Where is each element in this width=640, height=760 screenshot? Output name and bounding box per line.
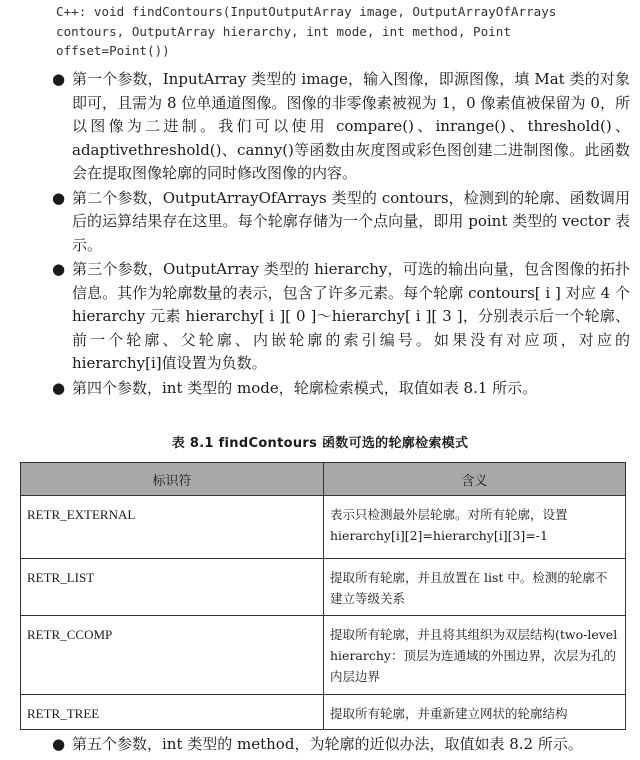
mode-meaning: 提取所有轮廓，并且放置在 list 中。检测的轮廓不建立等级关系	[324, 559, 626, 616]
bullet-icon: ●	[52, 70, 66, 88]
table-caption: 表 8.1 findContours 函数可选的轮廓检索模式	[171, 436, 469, 451]
list-item	[48, 258, 630, 376]
code-signature	[56, 2, 636, 61]
list-item-text: 第四个参数，int 类型的 mode，轮廓检索模式，取值如表 8.1 所示。	[72, 378, 538, 397]
header-meaning: 含义	[324, 463, 626, 496]
mode-meaning: 提取所有轮廓，并重新建立网状的轮廓结构	[324, 695, 626, 730]
list-item-text: 第一个参数，InputArray 类型的 image，输入图像，即源图像，填 Mat 类的对象即可，且需为 8 位单通道图像。图像的非零像素被视为 1，0 像素值被保留为 0，所以图像为二进制。我们可以使用 compare()、inrange()、threshold()、adaptivethreshold()、canny()等函数由灰度图或彩色图创建二进制图像。此函数会在提取图像轮廓的同时修改图像的内容。	[72, 70, 630, 182]
bullet-icon: ●	[52, 378, 66, 397]
bullet-icon: ●	[52, 735, 66, 753]
mode-meaning: 提取所有轮廓，并且将其组织为双层结构(two-level hierarchy：顶层为连通域的外围边界，次层为孔的内层边界	[324, 616, 626, 695]
list-item	[48, 377, 630, 401]
header-identifier: 标识符	[21, 463, 324, 496]
mode-identifier: RETR_TREE	[21, 695, 324, 730]
mode-meaning: 表示只检测最外层轮廓。对所有轮廓，设置 hierarchy[i][2]=hierarchy[i][3]=-1	[324, 496, 626, 559]
list-item	[48, 187, 630, 258]
table-row	[21, 616, 626, 695]
code-line: C++: void findContours(InputOutputArray image, OutputArrayOfArrays	[56, 4, 557, 19]
parameter-list	[48, 68, 630, 401]
mode-identifier: RETR_EXTERNAL	[21, 496, 324, 559]
bullet-icon: ●	[52, 188, 66, 207]
list-item-text: 第三个参数，OutputArray 类型的 hierarchy，可选的输出向量，包含图像的拓扑信息。其作为轮廓数量的表示，包含了许多元素。每个轮廓 contours[ i ] 对应 4 个 hierarchy 元素 hierarchy[ i ][ 0 ]～hierarchy[ i ][ 3 ]，分别表示后一个轮廓、前一个轮廓、父轮廓、内嵌轮廓的索引编号。如果没有对应项，对应的 hierarchy[i]值设置为负数。	[72, 260, 630, 372]
table-row	[21, 496, 626, 559]
mode-identifier: RETR_LIST	[21, 559, 324, 616]
code-line: offset=Point())	[56, 43, 170, 58]
retrieval-mode-table	[20, 462, 626, 730]
list-item-text: 第五个参数，int 类型的 method，为轮廓的近似办法，取值如表 8.2 所示。	[72, 735, 583, 753]
table-header-row	[21, 463, 626, 496]
bullet-icon: ●	[52, 260, 66, 278]
list-item-text: 第二个参数，OutputArrayOfArrays 类型的 contours，检测到的轮廓、函数调用后的运算结果存在这里。每个轮廓存储为一个点向量，即用 point 类型的 vector 表示。	[72, 188, 630, 254]
list-item	[48, 68, 630, 186]
parameter-list-continued	[48, 733, 630, 758]
table-row	[21, 559, 626, 616]
mode-identifier: RETR_CCOMP	[21, 616, 324, 695]
list-item	[48, 733, 630, 757]
table-row	[21, 695, 626, 730]
code-line: contours, OutputArray hierarchy, int mode, int method, Point	[56, 23, 511, 39]
